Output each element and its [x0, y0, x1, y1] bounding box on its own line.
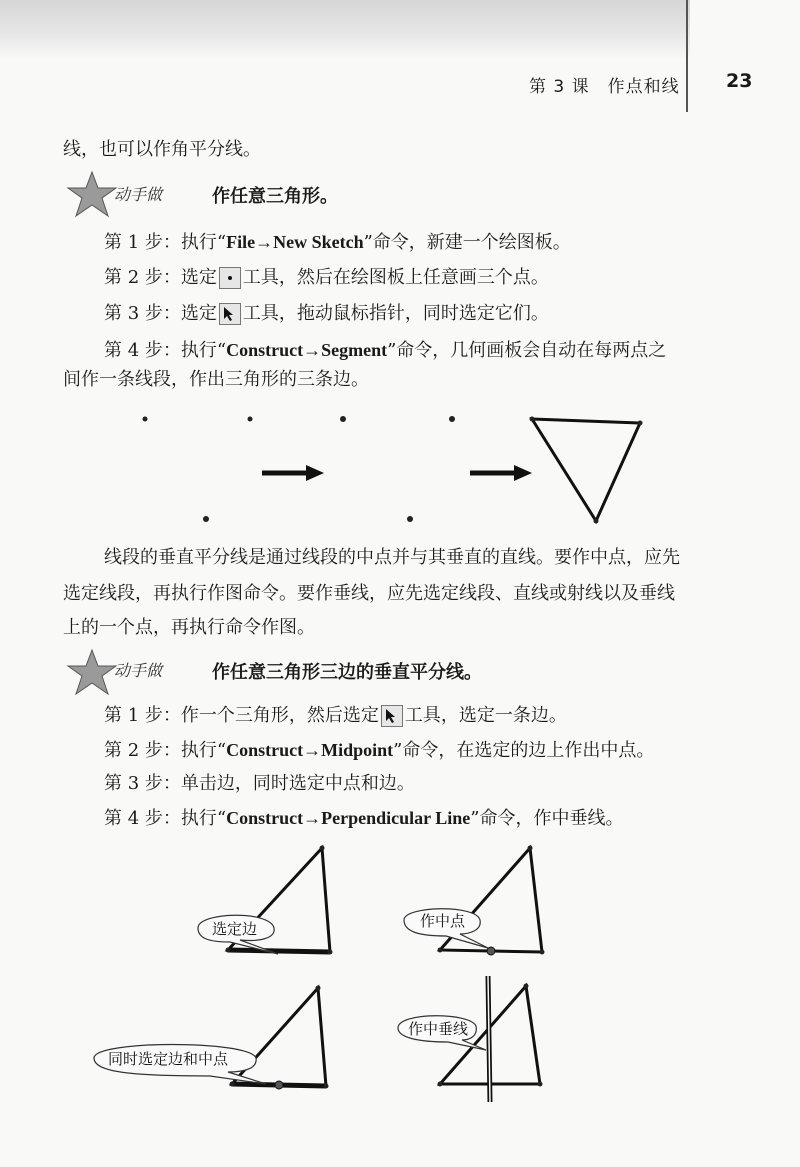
right-arrow-icon [470, 465, 532, 481]
badge-label-2: 动手做 [114, 661, 163, 680]
step-1-2: 第 2 步：选定 工具，然后在绘图板上任意画三个点。 [104, 267, 549, 288]
right-arrow-icon [262, 465, 324, 481]
selection-arrow-icon [219, 303, 241, 325]
activity-title-1: 作任意三角形。 [212, 186, 338, 207]
panel-select-edge-and-midpoint [94, 986, 329, 1090]
midpoint [487, 947, 495, 955]
label-select-edge-and-midpoint: 同时选定边和中点 [108, 1050, 229, 1068]
label-select-edge: 选定边 [212, 920, 258, 938]
explanation-line-1: 线段的垂直平分线是通过线段的中点并与其垂直的直线。要作中点，应先 [104, 547, 680, 568]
step-2-3: 第 3 步：单击边，同时选定中点和边。 [104, 773, 415, 794]
chapter-title: 第 3 课 作点和线 [529, 77, 680, 97]
perpendicular-bisector-figure [90, 840, 570, 1105]
header-texture [0, 0, 690, 60]
page-number: 23 [726, 70, 753, 92]
point [143, 417, 148, 422]
step-1-4-cont: 间作一条线段，作出三角形的三条边。 [63, 369, 369, 390]
label-make-midpoint: 作中点 [420, 912, 466, 930]
step-1-1: 第 1 步：执行“File→New Sketch”命令，新建一个绘图板。 [104, 232, 571, 253]
triangle [532, 419, 640, 521]
point [449, 416, 455, 422]
panel-select-edge [198, 846, 333, 955]
selection-arrow-icon [381, 705, 403, 727]
point-tool-icon [219, 267, 241, 289]
explanation-line-2: 选定线段，再执行作图命令。要作垂线，应先选定线段、直线或射线以及垂线 [63, 583, 675, 604]
point [407, 516, 413, 522]
panel-make-perpendicular [398, 976, 543, 1102]
step-1-4: 第 4 步：执行“Construct→Segment”命令，几何画板会自动在每两点之 [104, 340, 667, 361]
header-divider [686, 0, 688, 112]
step-2-1: 第 1 步：作一个三角形，然后选定 工具，选定一条边。 [104, 705, 567, 726]
triangle-construction-figure [130, 405, 650, 535]
step-1-3: 第 3 步：选定 工具，拖动鼠标指针，同时选定它们。 [104, 303, 549, 324]
point [340, 416, 346, 422]
point [248, 417, 253, 422]
badge-label-1: 动手做 [114, 185, 163, 204]
step-2-4: 第 4 步：执行“Construct→Perpendicular Line”命令，作中垂线。 [104, 808, 624, 829]
explanation-line-3: 上的一个点，再执行命令作图。 [63, 617, 315, 638]
intro-line: 线，也可以作角平分线。 [63, 139, 261, 160]
panel-make-midpoint [404, 846, 545, 956]
point [203, 516, 209, 522]
label-make-perpendicular: 作中垂线 [408, 1020, 469, 1038]
activity-title-2: 作任意三角形三边的垂直平分线。 [212, 662, 482, 683]
step-2-2: 第 2 步：执行“Construct→Midpoint”命令，在选定的边上作出中点。 [104, 740, 655, 761]
